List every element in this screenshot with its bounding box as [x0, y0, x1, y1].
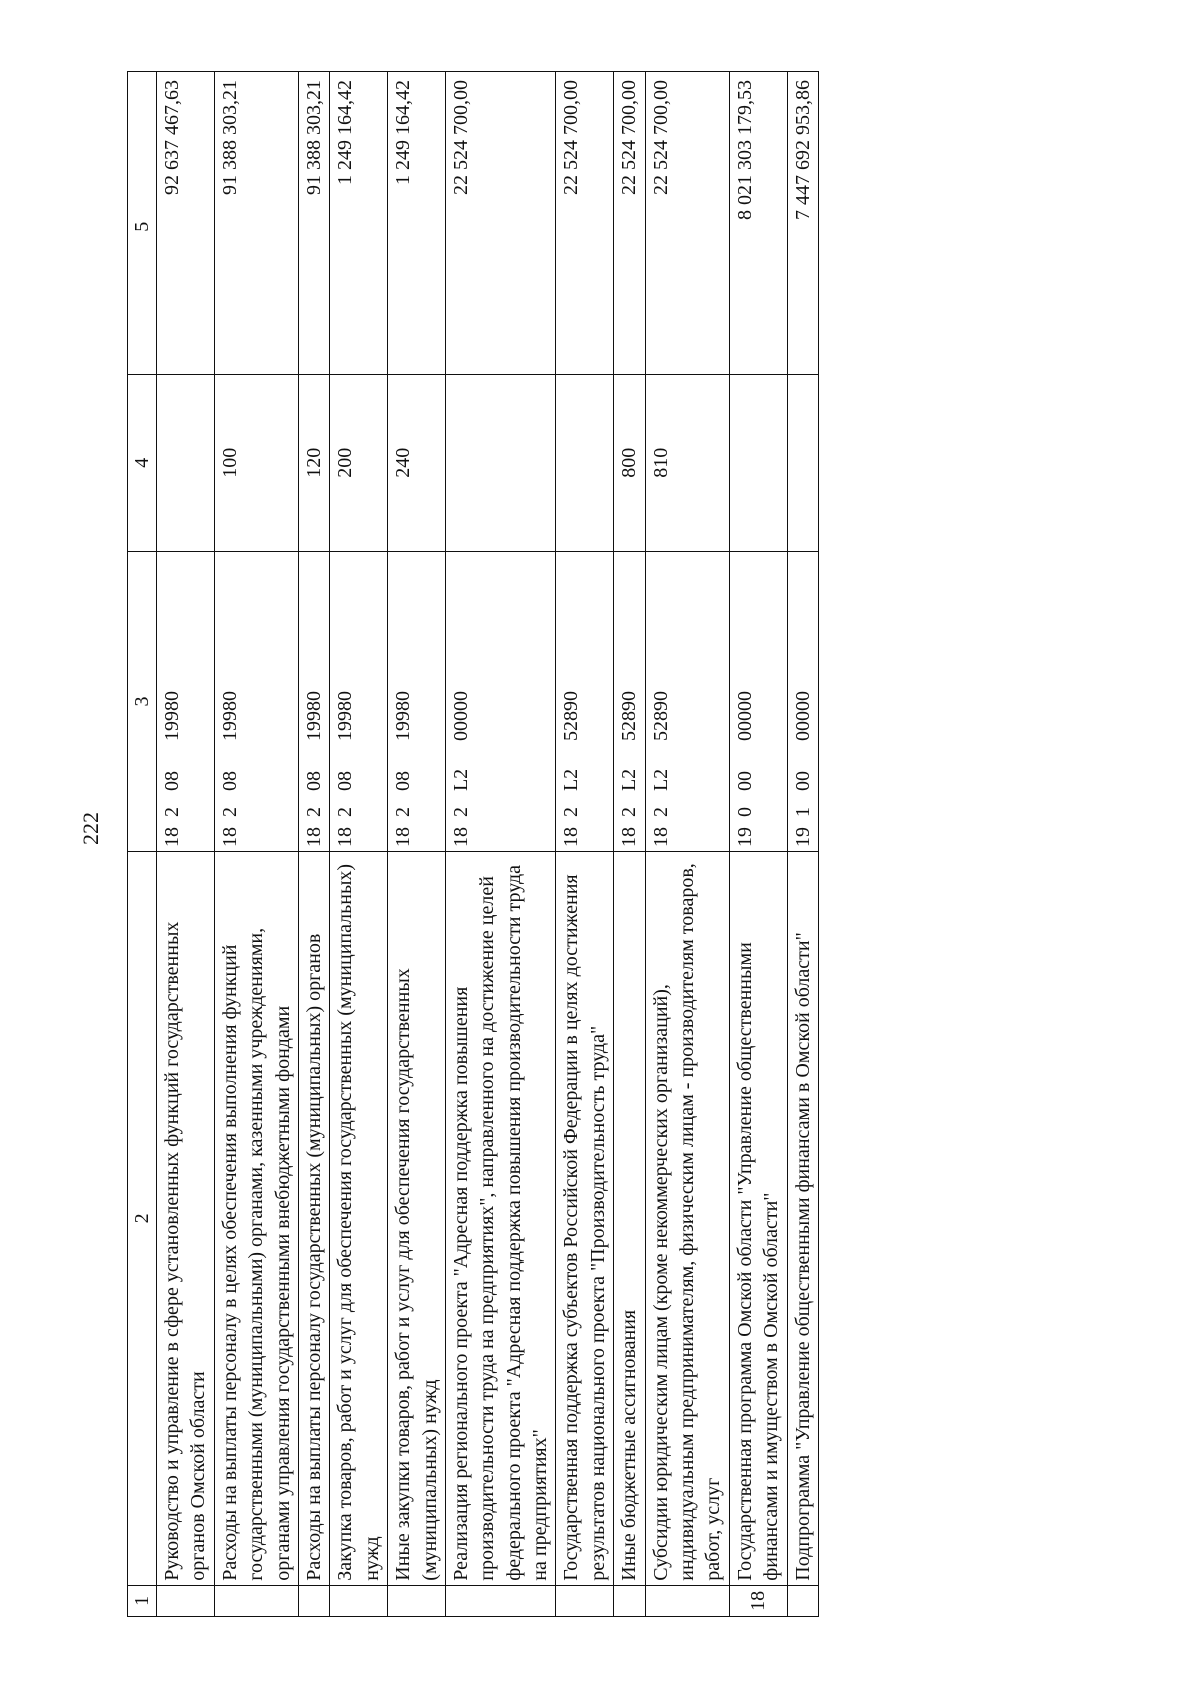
code-part-4: 52890 [560, 691, 583, 742]
row-number [214, 1585, 298, 1616]
code-part-4: 52890 [618, 691, 641, 742]
row-number [614, 1585, 645, 1616]
row-number [787, 1585, 818, 1616]
row-type: 100 [214, 374, 298, 551]
code-part-1: 18 [392, 827, 415, 848]
code-part-2: 2 [618, 807, 641, 818]
table-row [330, 72, 388, 1617]
budget-table-rotated [127, 71, 1140, 1617]
code-part-3: L2 [649, 768, 672, 792]
code-part-4: 00000 [449, 691, 472, 742]
col-header-3: 3 [128, 551, 157, 851]
row-name: Подпрограмма "Управление общественными финансами в Омской области" [787, 852, 818, 1586]
code-part-3: 00 [733, 771, 756, 792]
row-amount: 22 524 700,00 [445, 72, 556, 375]
row-code [298, 551, 329, 851]
table-row [614, 72, 645, 1617]
row-amount: 91 388 303,21 [298, 72, 329, 375]
code-part-1: 18 [161, 827, 183, 848]
table-row [298, 72, 329, 1617]
code-part-2: 1 [791, 807, 814, 818]
code-part-2: 2 [392, 807, 415, 818]
row-code [445, 551, 556, 851]
table-row [445, 72, 556, 1617]
col-header-5: 5 [128, 72, 157, 375]
row-amount: 8 021 303 179,53 [729, 72, 787, 375]
code-part-1: 18 [618, 827, 641, 848]
row-code [787, 551, 818, 851]
row-number [298, 1585, 329, 1616]
code-part-2: 2 [334, 807, 357, 818]
code-part-3: 08 [392, 771, 415, 792]
code-part-4: 19980 [161, 691, 183, 742]
row-name: Расходы на выплаты персоналу государственных (муниципальных) органов [298, 852, 329, 1586]
row-name: Субсидии юридическим лицам (кроме некоммерческих организаций), индивидуальным предпринимателям, физическим лицам - производителям товаров, работ, услуг [645, 852, 729, 1586]
code-part-1: 18 [302, 827, 325, 848]
row-name: Закупка товаров, работ и услуг для обеспечения государственных (муниципальных) нужд [330, 852, 388, 1586]
row-code [388, 551, 446, 851]
row-type: 810 [645, 374, 729, 551]
row-type [445, 374, 556, 551]
code-part-1: 18 [218, 827, 241, 848]
code-part-2: 2 [302, 807, 325, 818]
table-body [157, 72, 819, 1617]
code-part-4: 19980 [334, 691, 357, 742]
table-row [388, 72, 446, 1617]
row-code [556, 551, 614, 851]
row-number [445, 1585, 556, 1616]
row-type [556, 374, 614, 551]
code-part-2: 2 [218, 807, 241, 818]
table-row [729, 72, 787, 1617]
row-name: Иные бюджетные ассигнования [614, 852, 645, 1586]
table-row [645, 72, 729, 1617]
row-amount: 22 524 700,00 [556, 72, 614, 375]
table-row [556, 72, 614, 1617]
code-part-4: 19980 [392, 691, 415, 742]
code-part-1: 19 [733, 827, 756, 848]
code-part-2: 2 [161, 807, 183, 818]
row-amount: 1 249 164,42 [330, 72, 388, 375]
row-name: Руководство и управление в сфере установленных функций государственных органов Омской области [157, 852, 215, 1586]
code-part-4: 00000 [791, 691, 814, 742]
row-code [157, 551, 215, 851]
row-amount: 1 249 164,42 [388, 72, 446, 375]
code-part-3: 00 [791, 771, 814, 792]
row-name: Государственная поддержка субъектов Российской Федерации в целях достижения результатов национального проекта "Производительность труда" [556, 852, 614, 1586]
table-row [157, 72, 215, 1617]
code-part-3: L2 [449, 768, 472, 792]
row-amount: 91 388 303,21 [214, 72, 298, 375]
row-name: Расходы на выплаты персоналу в целях обеспечения выполнения функций государственными (муниципальными) органами, казенными учреждениями, органами управления государственными внебюджетными фондами [214, 852, 298, 1586]
row-code [614, 551, 645, 851]
row-name: Иные закупки товаров, работ и услуг для обеспечения государственных (муниципальных) нужд [388, 852, 446, 1586]
row-amount: 22 524 700,00 [645, 72, 729, 375]
table-row [787, 72, 818, 1617]
row-number: 18 [729, 1585, 787, 1616]
code-part-4: 00000 [733, 691, 756, 742]
row-code [214, 551, 298, 851]
table-header [128, 72, 157, 1617]
header-row [128, 72, 157, 1617]
code-part-2: 2 [560, 807, 583, 818]
page-number: 222 [78, 812, 103, 845]
code-part-3: 08 [334, 771, 357, 792]
code-part-3: L2 [618, 768, 641, 792]
code-part-4: 52890 [649, 691, 672, 742]
row-type [729, 374, 787, 551]
col-header-2: 2 [128, 852, 157, 1586]
table-row [214, 72, 298, 1617]
code-part-2: 2 [449, 807, 472, 818]
row-type [157, 374, 215, 551]
col-header-4: 4 [128, 374, 157, 551]
code-part-2: 0 [733, 807, 756, 818]
row-code [729, 551, 787, 851]
budget-table [127, 71, 819, 1617]
row-number [645, 1585, 729, 1616]
row-type [787, 374, 818, 551]
col-header-1: 1 [128, 1585, 157, 1616]
row-name: Реализация регионального проекта "Адресная поддержка повышения производительности труда на предприятиях", направленного на достижение целей федерального проекта "Адресная поддержка повышения производительности труда на предприятиях" [445, 852, 556, 1586]
code-part-1: 18 [560, 827, 583, 848]
row-number [330, 1585, 388, 1616]
code-part-3: L2 [560, 768, 583, 792]
code-part-3: 08 [161, 771, 183, 792]
code-part-3: 08 [218, 771, 241, 792]
code-part-1: 18 [649, 827, 672, 848]
row-type: 120 [298, 374, 329, 551]
code-part-2: 2 [649, 807, 672, 818]
code-part-1: 19 [791, 827, 814, 848]
row-code [330, 551, 388, 851]
code-part-4: 19980 [218, 691, 241, 742]
row-type: 240 [388, 374, 446, 551]
row-number [157, 1585, 215, 1616]
row-type: 200 [330, 374, 388, 551]
row-code [645, 551, 729, 851]
row-type: 800 [614, 374, 645, 551]
row-name: Государственная программа Омской области "Управление общественными финансами и имуществом в Омской области" [729, 852, 787, 1586]
row-amount: 7 447 692 953,86 [787, 72, 818, 375]
row-number [556, 1585, 614, 1616]
row-amount: 22 524 700,00 [614, 72, 645, 375]
code-part-3: 08 [302, 771, 325, 792]
code-part-4: 19980 [302, 691, 325, 742]
code-part-1: 18 [334, 827, 357, 848]
row-number [388, 1585, 446, 1616]
row-amount: 92 637 467,63 [157, 72, 215, 375]
code-part-1: 18 [449, 827, 472, 848]
